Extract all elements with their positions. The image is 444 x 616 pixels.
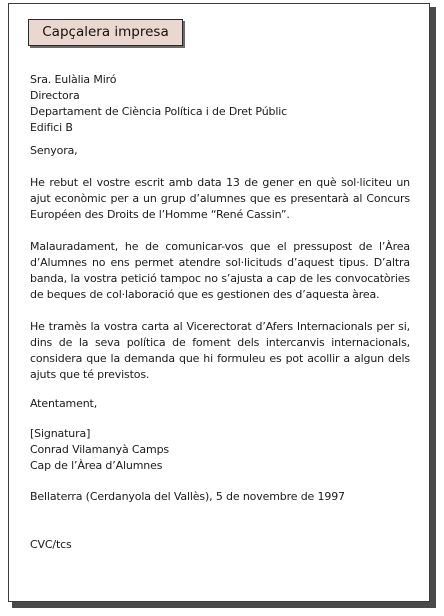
signature-placeholder: [Signatura] — [30, 427, 91, 440]
paragraph-3: He tramès la vostra carta al Vicerectorat d’Afers Internacionals per si, dins de la seva política de foment dels intercanvis internacionals, considera que la demanda que hi formuleu es pot acollir a algun dels ajuts que té previstos. — [30, 320, 410, 381]
salutation: Senyora, — [30, 144, 78, 157]
recipient-department: Departament de Ciència Política i de Dret Públic — [30, 105, 288, 118]
letter-page — [8, 3, 430, 602]
signer-name: Conrad Vilamanyà Camps — [30, 443, 169, 456]
recipient-building: Edifici B — [30, 121, 73, 134]
signer-position: Cap de l’Àrea d’Alumnes — [30, 459, 163, 472]
closing: Atentament, — [30, 397, 98, 410]
recipient-title: Directora — [30, 89, 80, 102]
reference-initials: CVC/tcs — [30, 538, 72, 551]
recipient-name: Sra. Eulàlia Miró — [30, 73, 117, 86]
recipient-address — [30, 72, 410, 136]
printed-letterhead: Capçalera impresa — [28, 19, 183, 46]
signature-block — [30, 426, 410, 474]
letter-body — [30, 72, 410, 553]
place-and-date: Bellaterra (Cerdanyola del Vallès), 5 de novembre de 1997 — [30, 490, 345, 503]
paragraph-2: Malauradament, he de comunicar-vos que el pressupost de l’Àrea d’Alumnes no ens permet atendre sol·licituds d’aquest tipus. D’altra banda, la vostra petició tampoc no s’ajusta a cap de les convocatòries de beques de col·laboració que es gestionen des d’aquesta àrea. — [30, 240, 410, 301]
paragraph-1: He rebut el vostre escrit amb data 13 de gener en què sol·liciteu un ajut econòmic per a un grup d’alumnes que es presentarà al Concurs Européen des Droits de l’Homme “René Cassin”. — [30, 176, 410, 221]
